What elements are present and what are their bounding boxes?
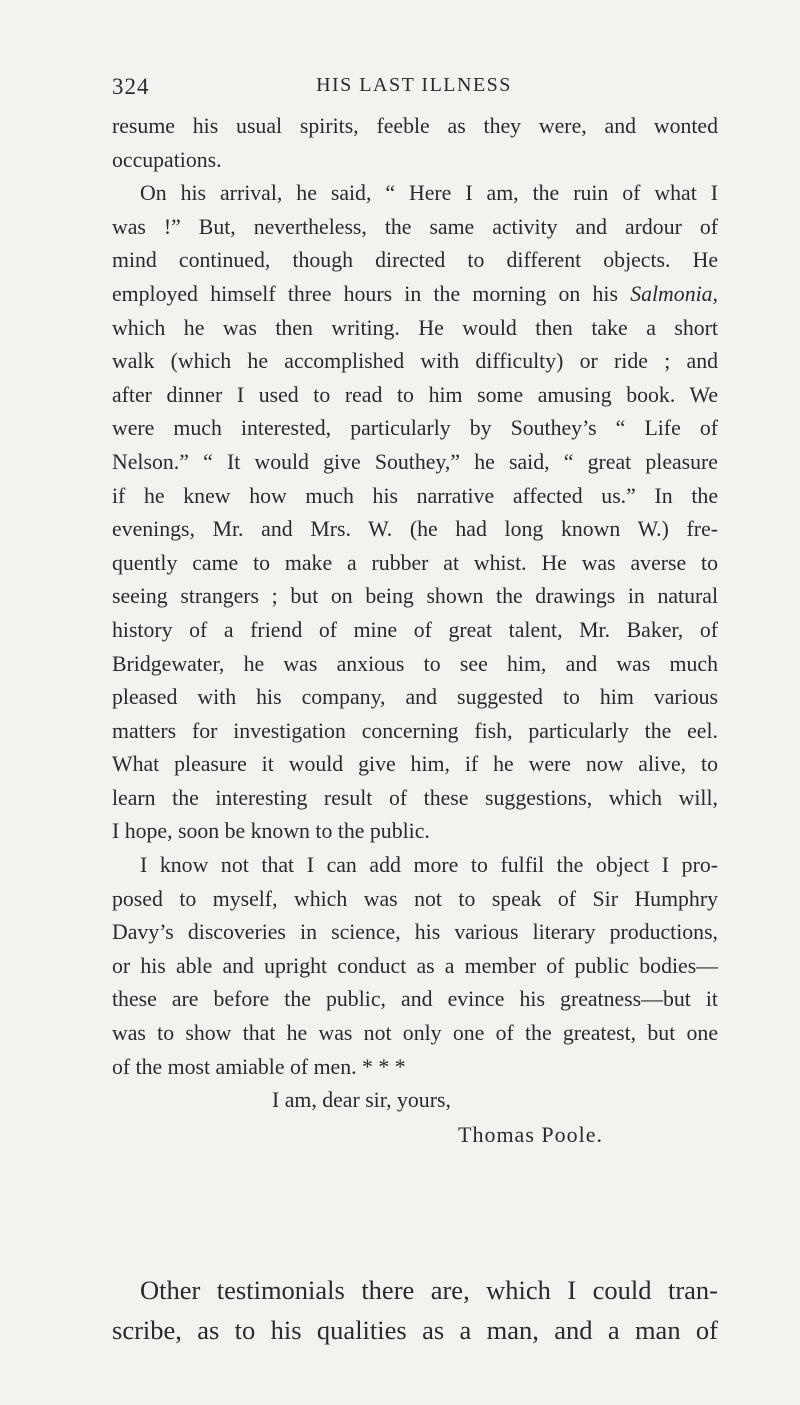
text-segment: employed himself three hours in the morning on his [112,281,631,306]
text-line: matters for investigation concerning fish, particularly the eel. [112,718,718,743]
text-line: quently came to make a rubber at whist. He was averse to [112,550,718,575]
letter-body [112,110,718,1151]
text-line: was !” But, nevertheless, the same activity and ardour of [112,214,718,239]
text-line: these are before the public, and evince his greatness—but it [112,987,718,1012]
text-line: were much interested, particularly by Southey’s “ Life of [112,416,718,441]
text-line: walk (which he accomplished with difficulty) or ride ; and [112,349,718,374]
text-line: posed to myself, which was not to speak of Sir Humphry [112,886,718,911]
page-number: 324 [112,74,150,99]
text-line: pleased with his company, and suggested to him various [112,685,718,710]
text-line: scribe, as to his qualities as a man, and a man of [112,1315,718,1345]
text-line: Bridgewater, he was anxious to see him, and was much [112,651,718,676]
text-line: Nelson.” “ It would give Southey,” he said, “ great pleasure [112,449,718,474]
text-line: resume his usual spirits, feeble as they were, and wonted [112,114,718,138]
text-line: which he was then writing. He would then take a short [112,315,718,340]
text-line: I hope, soon be known to the public. [112,819,430,844]
text-line: of the most amiable of men. * * * [112,1054,406,1079]
letter-closing: I am, dear sir, yours, [272,1088,451,1113]
text-line: mind continued, though directed to different objects. He [112,248,718,273]
text-line: What pleasure it would give him, if he were now alive, to [112,752,718,777]
text-line: history of a friend of mine of great talent, Mr. Baker, of [112,617,718,642]
text-line: was to show that he was not only one of the greatest, but one [112,1021,718,1046]
continuation-paragraph [112,1270,718,1350]
running-head: HIS LAST ILLNESS [316,74,512,96]
text-line: evenings, Mr. and Mrs. W. (he had long known W.) fre- [112,517,718,542]
text-line [112,278,718,312]
text-line: Davy’s discoveries in science, his various literary productions, [112,920,718,945]
text-line: Other testimonials there are, which I could tran- [140,1275,718,1305]
text-line: learn the interesting result of these suggestions, which will, [112,785,718,810]
text-line: occupations. [112,147,222,172]
page-header [112,74,716,104]
text-line: if he knew how much his narrative affected us.” In the [112,483,718,508]
text-line: or his able and upright conduct as a member of public bodies— [112,953,718,978]
text-line: I know not that I can add more to fulfil the object I pro- [140,853,718,878]
text-line: after dinner I used to read to him some amusing book. We [112,382,718,407]
text-line: On his arrival, he said, “ Here I am, the ruin of what I [140,181,718,206]
text-line: seeing strangers ; but on being shown the drawings in natural [112,584,718,609]
italic-title: Salmonia, [630,281,718,306]
signature: Thomas Poole. [458,1121,603,1147]
